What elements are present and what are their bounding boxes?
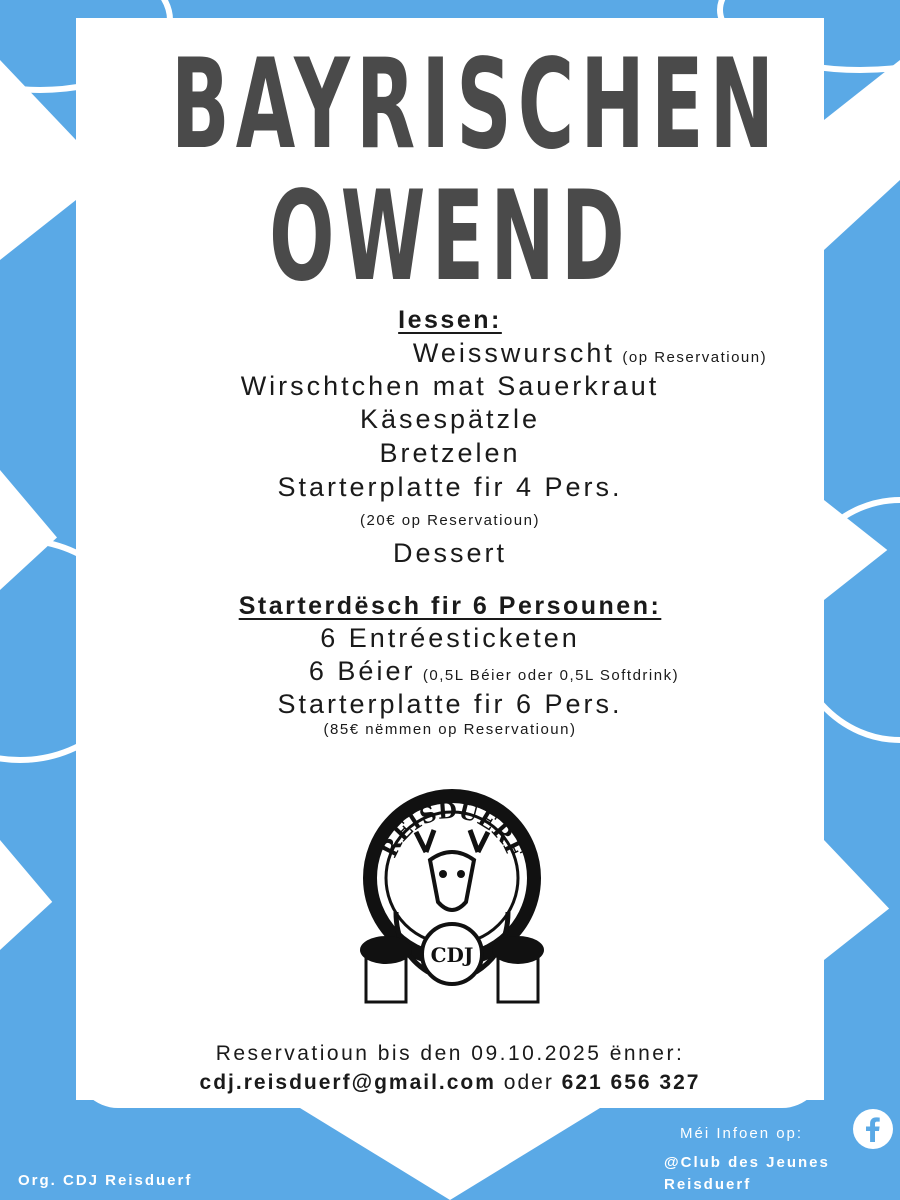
facebook-icon[interactable] [852,1108,894,1150]
iessen-item-kasespatzle: Käsespätzle [359,404,541,434]
item-label: 6 Béier [308,656,416,686]
iessen-item-starterplatte-4: Starterplatte fir 4 Pers. [277,472,623,502]
contact-line [0,1071,900,1095]
iessen-item-dessert: Dessert [392,538,508,568]
starter-item-beier [44,656,900,687]
item-note: (op Reservatioun) [622,349,768,366]
email-link[interactable]: cdj.reisduerf@gmail.com [199,1071,496,1094]
iessen-heading: Iessen: [398,306,502,334]
logo-center-text: CDJ [430,943,474,967]
oder-text: oder [503,1071,554,1094]
title-line-2: OWEND [269,165,631,309]
club-handle-line-2[interactable]: Reisduerf [664,1176,752,1193]
starter-heading: Starterdësch fir 6 Persounen: [238,592,662,620]
phone-number[interactable]: 621 656 327 [561,1071,701,1094]
club-handle-line-1[interactable]: @Club des Jeunes [664,1154,830,1171]
iessen-item-weisswurscht [140,338,900,369]
starter-item-tickets: 6 Entréesticketen [320,623,580,653]
more-info-text: Méi Infoen op: [680,1125,804,1142]
starter-item-starterplatte-6-note: (85€ nëmmen op Reservatioun) [323,721,577,738]
reisduerf-cdj-logo [356,782,548,1022]
starter-item-starterplatte-6: Starterplatte fir 6 Pers. [277,689,623,719]
item-note: (0,5L Béier oder 0,5L Softdrink) [422,667,680,684]
iessen-item-wirschtchen: Wirschtchen mat Sauerkraut [240,371,660,401]
iessen-item-starterplatte-4-note: (20€ op Reservatioun) [360,512,540,529]
organizer-text: Org. CDJ Reisduerf [18,1172,193,1189]
title-line-1: BAYRISCHEN [171,33,781,177]
iessen-item-bretzelen: Bretzelen [379,438,521,468]
item-label: Weisswurscht [412,338,615,368]
logo-top-text: REISDUERF [376,797,528,862]
reservation-deadline: Reservatioun bis den 09.10.2025 ënner: [215,1042,685,1065]
